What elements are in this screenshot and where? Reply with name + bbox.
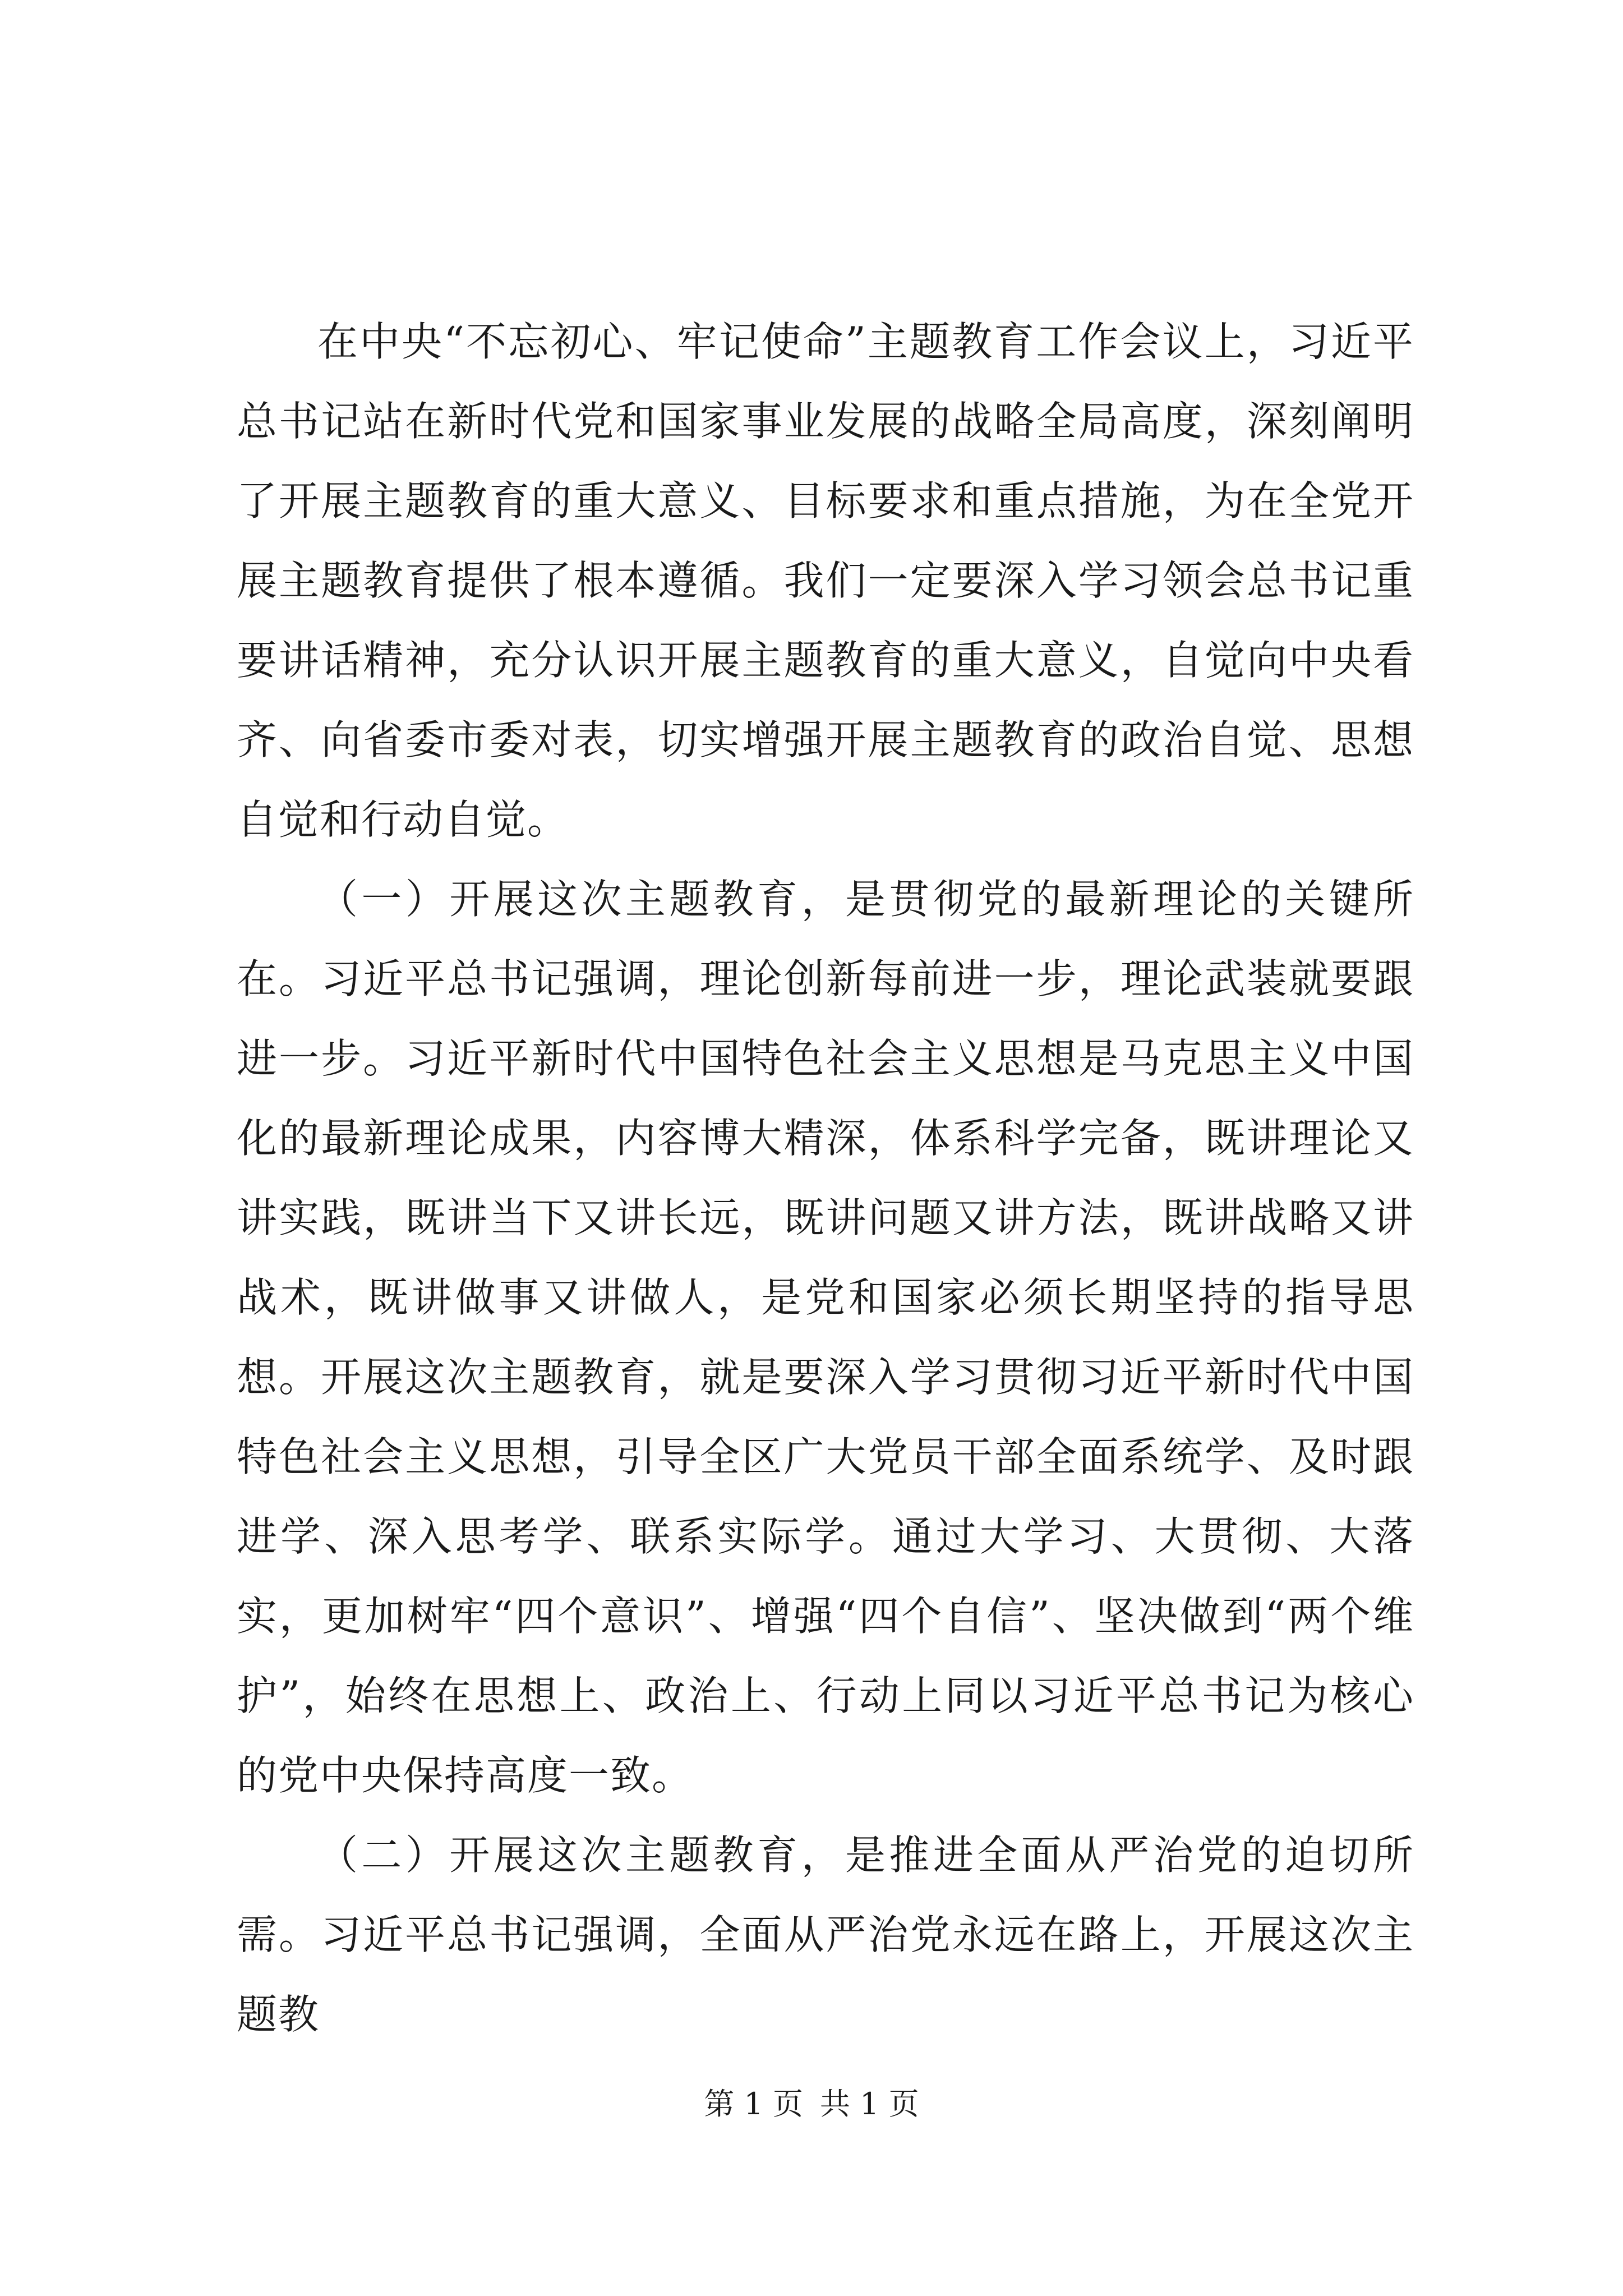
paragraph-section-1: （一）开展这次主题教育，是贯彻党的最新理论的关键所在。习近平总书记强调，理论创新每前进一步，理论武装就要跟进一步。习近平新时代中国特色社会主义思想是马克思主义中国化的最新理论成果，内容博大精深，体系科学完备，既讲理论又讲实践，既讲当下又讲长远，既讲问题又讲方法，既讲战略又讲战术，既讲做事又讲做人，是党和国家必须长期坚持的指导思想。开展这次主题教育，就是要深入学习贯彻习近平新时代中国特色社会主义思想，引导全区广大党员干部全面系统学、及时跟进学、深入思考学、联系实际学。通过大学习、大贯彻、大落实，更加树牢“四个意识”、增强“四个自信”、坚决做到“两个维护”，始终在思想上、政治上、行动上同以习近平总书记为核心的党中央保持高度一致。 bbox=[237, 876, 1414, 1799]
paragraph-section-2: （二）开展这次主题教育，是推进全面从严治党的迫切所需。习近平总书记强调，全面从严治党永远在路上，开展这次主题教 bbox=[237, 1832, 1414, 2038]
page-number-current: 第 1 页 bbox=[704, 2086, 803, 2122]
paragraph-intro: 在中央“不忘初心、牢记使命”主题教育工作会议上，习近平总书记站在新时代党和国家事业发展的战略全局高度，深刻阐明了开展主题教育的重大意义、目标要求和重点措施，为在全党开展主题教育提供了根本遵循。我们一定要深入学习领会总书记重要讲话精神，充分认识开展主题教育的重大意义，自觉向中央看齐、向省委市委对表，切实增强开展主题教育的政治自觉、思想自觉和行动自觉。 bbox=[237, 318, 1414, 843]
document-body bbox=[237, 302, 1414, 2054]
page-number-total: 共 1 页 bbox=[820, 2086, 919, 2122]
page-footer bbox=[0, 2085, 1623, 2124]
